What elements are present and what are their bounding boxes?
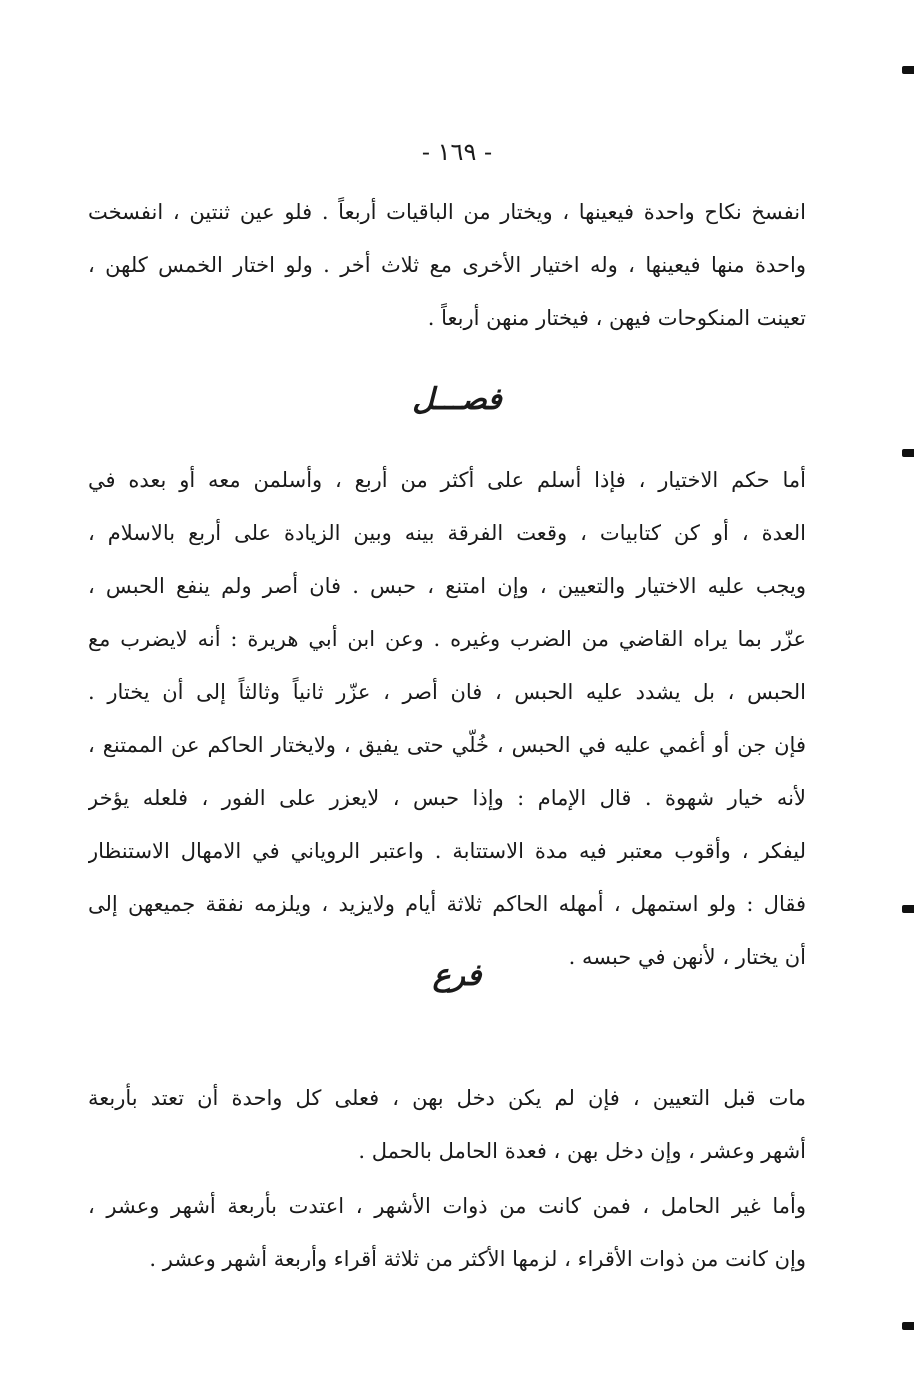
section-heading-far: فرع — [432, 958, 482, 993]
text-line: أما حكم الاختيار ، فإذا أسلم على أكثر من أربع ، وأسلمن معه أو بعده في — [88, 468, 806, 492]
text-line: أن يختار ، لأنهن في حبسه . — [568, 945, 806, 969]
paragraph-1 — [88, 186, 806, 345]
text-line: فقال : ولو استمهل ، أمهله الحاكم ثلاثة أيام ولايزيد ، ويلزمه نفقة جميعهن إلى — [88, 892, 806, 916]
scan-edge-mark — [902, 1322, 914, 1330]
text-line: واحدة منها فيعينها ، وله اختيار الأخرى مع ثلاث أخر . ولو اختار الخمس كلهن ، — [88, 253, 806, 277]
text-line: فإن جن أو أغمي عليه في الحبس ، خُلّي حتى يفيق ، ولايختار الحاكم عن الممتنع ، — [88, 733, 806, 757]
text-line: أشهر وعشر ، وإن دخل بهن ، فعدة الحامل بالحمل . — [358, 1139, 806, 1163]
text-line: وإن كانت من ذوات الأقراء ، لزمها الأكثر من ثلاثة أقراء وأربعة أشهر وعشر . — [149, 1247, 806, 1271]
text-line: ويجب عليه الاختيار والتعيين ، وإن امتنع ، حبس . فان أصر ولم ينفع الحبس ، — [88, 574, 806, 598]
scan-edge-mark — [902, 905, 914, 913]
text-line: انفسخ نكاح واحدة فيعينها ، ويختار من الباقيات أربعاً . فلو عين ثنتين ، انفسخت — [88, 200, 806, 224]
text-line: تعينت المنكوحات فيهن ، فيختار منهن أربعاً . — [427, 306, 806, 330]
text-line: مات قبل التعيين ، فإن لم يكن دخل بهن ، فعلى كل واحدة أن تعتد بأربعة — [88, 1086, 806, 1110]
text-line: وأما غير الحامل ، فمن كانت من ذوات الأشهر ، اعتدت بأربعة أشهر وعشر ، — [88, 1194, 806, 1218]
text-line: عزّر بما يراه القاضي من الضرب وغيره . وعن ابن أبي هريرة : أنه لايضرب مع — [88, 627, 806, 651]
paragraph-2 — [88, 454, 806, 984]
paragraph-3 — [88, 1072, 806, 1178]
scan-edge-mark — [902, 449, 914, 457]
text-line: ليفكر ، وأقوب معتبر فيه مدة الاستتابة . واعتبر الروياني في الامهال الاستنظار — [88, 839, 806, 863]
text-line: الحبس ، بل يشدد عليه الحبس ، فان أصر ، عزّر ثانياً وثالثاً إلى أن يختار . — [88, 680, 806, 704]
text-line: لأنه خيار شهوة . قال الإمام : وإذا حبس ، لايعزر على الفور ، فلعله يؤخر — [88, 786, 806, 810]
scan-edge-mark — [902, 66, 914, 74]
section-heading-fasl: فصـــل — [412, 382, 502, 417]
paragraph-4 — [88, 1180, 806, 1286]
text-line: العدة ، أو كن كتابيات ، وقعت الفرقة بينه وبين الزيادة على أربع بالاسلام ، — [88, 521, 806, 545]
page-number: - ١٦٩ - — [421, 138, 493, 166]
